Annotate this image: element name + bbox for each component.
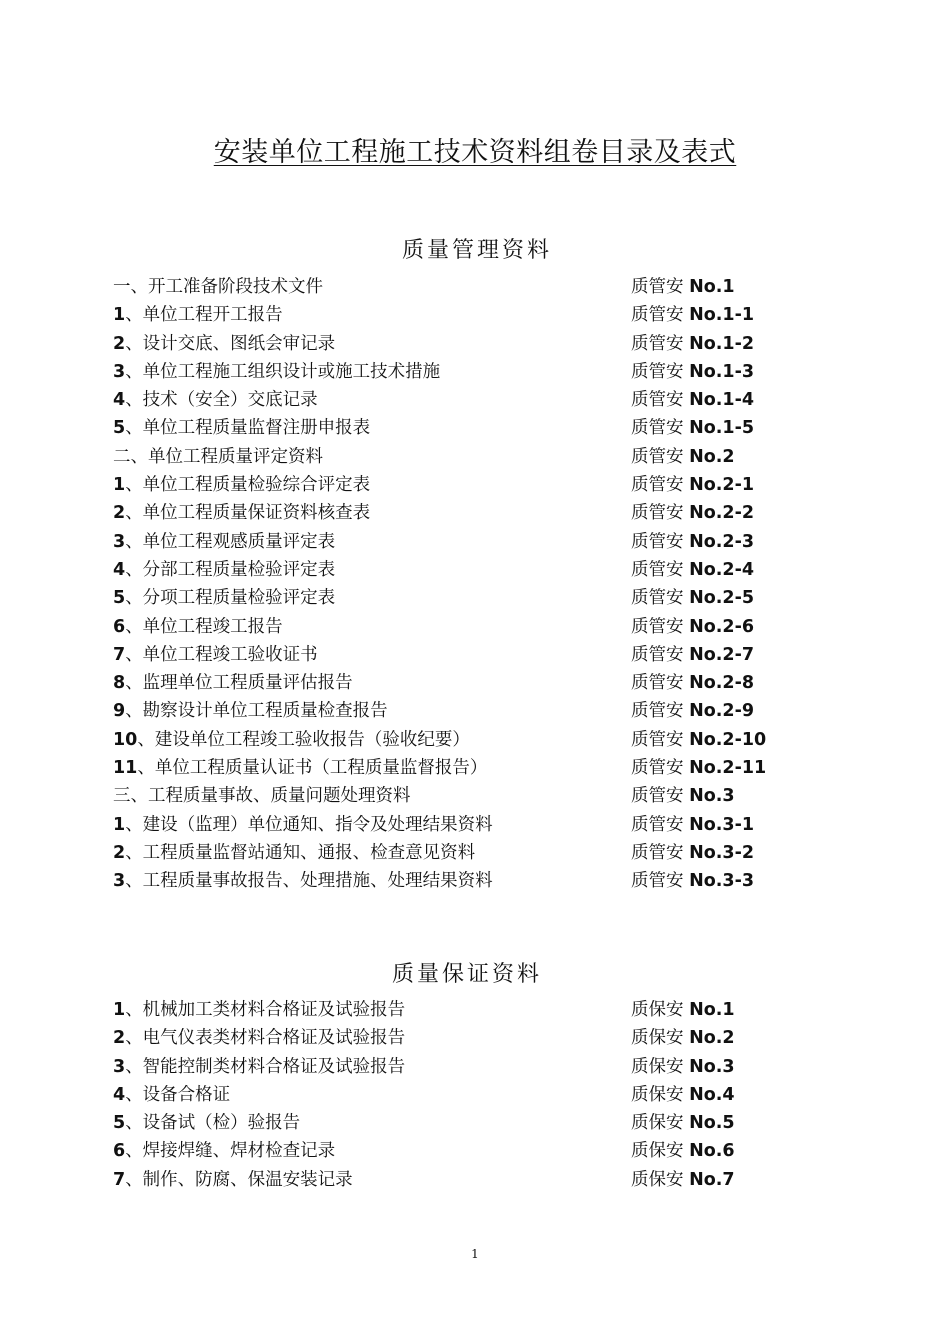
quality-management-list (113, 273, 833, 896)
item-code-number: No.2 (689, 1028, 735, 1049)
item-code-prefix: 质保安 (631, 1141, 690, 1162)
item-label (113, 301, 631, 329)
section-heading-quality-management: 质量管理资料 (401, 238, 552, 263)
item-code (631, 1081, 831, 1109)
item-label (113, 754, 631, 782)
item-text: 、制作、防腐、保温安装记录 (125, 1169, 353, 1190)
item-number: 2 (113, 1028, 126, 1049)
item-label (113, 1109, 631, 1137)
item-number: 1 (113, 305, 126, 326)
item-label (113, 867, 631, 895)
list-item (113, 358, 833, 386)
item-code (631, 839, 831, 867)
item-text: 、单位工程竣工报告 (125, 616, 283, 637)
item-code (631, 273, 831, 301)
quality-assurance-list (113, 996, 833, 1194)
item-label (113, 528, 631, 556)
item-number: 11 (113, 758, 138, 779)
item-code-number: No.2-3 (689, 531, 755, 552)
list-item (113, 726, 833, 754)
item-label (113, 1166, 631, 1194)
item-code (631, 414, 831, 442)
item-number: 2 (113, 842, 126, 863)
item-label (113, 556, 631, 584)
item-label (113, 414, 631, 442)
item-label (113, 330, 631, 358)
item-code (631, 556, 831, 584)
item-number: 5 (113, 418, 126, 439)
item-label (113, 584, 631, 612)
item-number: 1 (113, 814, 126, 835)
list-item (113, 996, 833, 1024)
item-number: 6 (113, 1141, 126, 1162)
item-text: 、电气仪表类材料合格证及试验报告 (125, 1028, 406, 1049)
item-code-prefix: 质管安 (631, 277, 690, 297)
item-code-prefix: 质管安 (631, 616, 690, 637)
item-code-number: No.2-6 (689, 616, 755, 637)
item-text: 、单位工程质量检验综合评定表 (125, 475, 371, 496)
item-label (113, 782, 631, 810)
item-code (631, 471, 831, 499)
item-text: 、单位工程观感质量评定表 (125, 531, 336, 552)
item-label (113, 443, 631, 471)
item-code-number: No.1-4 (689, 390, 755, 411)
list-item (113, 613, 833, 641)
item-label (113, 641, 631, 669)
section-heading-quality-assurance: 质量保证资料 (391, 962, 542, 987)
item-code (631, 1109, 831, 1137)
item-code-prefix: 质保安 (631, 1169, 690, 1190)
item-label (113, 499, 631, 527)
item-number: 8 (113, 673, 126, 694)
document-title-text: 安装单位工程施工技术资料组卷目录及表式 (213, 137, 737, 168)
item-code-prefix: 质保安 (631, 1028, 690, 1049)
list-item (113, 811, 833, 839)
item-code-number: No.3-1 (689, 814, 755, 835)
item-label (113, 996, 631, 1024)
item-code (631, 330, 831, 358)
list-item (113, 669, 833, 697)
item-text: 、设备合格证 (125, 1084, 231, 1105)
item-code-number: No.7 (689, 1169, 735, 1190)
item-code-prefix: 质管安 (631, 475, 690, 496)
item-number: 5 (113, 1113, 126, 1134)
item-text: 、设计交底、图纸会审记录 (125, 333, 336, 354)
item-label (113, 273, 631, 301)
item-label (113, 386, 631, 414)
item-code (631, 1137, 831, 1165)
item-code-prefix: 质管安 (631, 701, 690, 722)
item-text: 、单位工程质量保证资料核查表 (125, 503, 371, 524)
list-item (113, 1081, 833, 1109)
list-item (113, 1166, 833, 1194)
item-code (631, 782, 831, 810)
item-code-prefix: 质管安 (631, 446, 690, 467)
item-code (631, 386, 831, 414)
item-code (631, 443, 831, 471)
item-text: 三、工程质量事故、质量问题处理资料 (113, 786, 411, 807)
item-text: 、机械加工类材料合格证及试验报告 (125, 1000, 406, 1020)
item-code-number: No.5 (689, 1113, 735, 1134)
item-code-prefix: 质管安 (631, 361, 690, 382)
list-item (113, 471, 833, 499)
item-text: 、勘察设计单位工程质量检查报告 (125, 701, 388, 722)
item-text: 、单位工程质量认证书（工程质量监督报告） (137, 758, 488, 779)
item-code-number: No.1-5 (689, 418, 755, 439)
item-code-number: No.2 (689, 446, 735, 467)
item-label (113, 726, 631, 754)
list-item (113, 839, 833, 867)
item-text: 、建设（监理）单位通知、指令及处理结果资料 (125, 814, 493, 835)
item-number: 2 (113, 503, 126, 524)
list-item (113, 782, 833, 810)
item-code-number: No.3-3 (689, 871, 755, 892)
item-code-number: No.2-10 (689, 729, 767, 750)
list-item (113, 1137, 833, 1165)
item-label (113, 1024, 631, 1052)
list-item (113, 1109, 833, 1137)
item-text: 、单位工程质量监督注册申报表 (125, 418, 371, 439)
item-code-prefix: 质管安 (631, 305, 690, 326)
item-code-number: No.2-2 (689, 503, 755, 524)
item-code-number: No.2-7 (689, 644, 755, 665)
item-text: 、分部工程质量检验评定表 (125, 559, 336, 580)
item-label (113, 1137, 631, 1165)
item-code (631, 697, 831, 725)
item-code (631, 996, 831, 1024)
list-item (113, 330, 833, 358)
item-label (113, 839, 631, 867)
item-code-prefix: 质保安 (631, 1084, 690, 1105)
item-code-prefix: 质保安 (631, 1113, 690, 1134)
item-number: 1 (113, 475, 126, 496)
list-item (113, 528, 833, 556)
item-code-number: No.1 (689, 277, 735, 297)
item-code (631, 1166, 831, 1194)
item-code-prefix: 质管安 (631, 588, 690, 609)
item-text: 、设备试（检）验报告 (125, 1113, 301, 1134)
item-text: 、工程质量监督站通知、通报、检查意见资料 (125, 842, 476, 863)
item-code-prefix: 质管安 (631, 814, 690, 835)
item-code (631, 669, 831, 697)
item-code-number: No.1 (689, 1000, 735, 1020)
item-text: 、单位工程施工组织设计或施工技术措施 (125, 361, 441, 382)
item-number: 10 (113, 729, 138, 750)
item-code (631, 1053, 831, 1081)
list-item (113, 499, 833, 527)
item-code (631, 301, 831, 329)
item-code-number: No.2-8 (689, 673, 755, 694)
item-number: 9 (113, 701, 126, 722)
item-number: 3 (113, 361, 126, 382)
item-number: 4 (113, 559, 126, 580)
list-item (113, 443, 833, 471)
item-code (631, 811, 831, 839)
item-number: 3 (113, 1056, 126, 1077)
list-item (113, 386, 833, 414)
item-text: 、智能控制类材料合格证及试验报告 (125, 1056, 406, 1077)
item-text: 一、开工准备阶段技术文件 (113, 277, 323, 297)
item-number: 2 (113, 333, 126, 354)
item-text: 、技术（安全）交底记录 (125, 390, 318, 411)
list-item (113, 556, 833, 584)
list-item (113, 273, 833, 301)
item-code-prefix: 质管安 (631, 673, 690, 694)
item-code-number: No.3-2 (689, 842, 755, 863)
document-title (0, 130, 950, 169)
item-text: 、监理单位工程质量评估报告 (125, 673, 353, 694)
list-item (113, 414, 833, 442)
page-number: 1 (471, 1247, 479, 1261)
item-code (631, 584, 831, 612)
item-code-prefix: 质管安 (631, 786, 690, 807)
item-text: 、分项工程质量检验评定表 (125, 588, 336, 609)
item-number: 4 (113, 390, 126, 411)
item-text: 、单位工程竣工验收证书 (125, 644, 318, 665)
item-code-number: No.2-1 (689, 475, 755, 496)
item-label (113, 697, 631, 725)
item-code-prefix: 质管安 (631, 871, 690, 892)
item-code-number: No.2-9 (689, 701, 755, 722)
item-label (113, 471, 631, 499)
item-number: 1 (113, 1000, 126, 1020)
list-item (113, 697, 833, 725)
item-code (631, 754, 831, 782)
list-item (113, 301, 833, 329)
item-text: 、工程质量事故报告、处理措施、处理结果资料 (125, 871, 493, 892)
item-label (113, 358, 631, 386)
list-item (113, 584, 833, 612)
item-number: 6 (113, 616, 126, 637)
item-code-prefix: 质管安 (631, 559, 690, 580)
item-code-prefix: 质管安 (631, 333, 690, 354)
item-code-prefix: 质管安 (631, 842, 690, 863)
item-text: 二、单位工程质量评定资料 (113, 446, 323, 467)
item-code-number: No.4 (689, 1084, 735, 1105)
list-item (113, 867, 833, 895)
item-code (631, 358, 831, 386)
list-item (113, 1024, 833, 1052)
item-code-number: No.1-1 (689, 305, 755, 326)
item-code (631, 1024, 831, 1052)
item-number: 7 (113, 644, 126, 665)
item-label (113, 613, 631, 641)
item-code-number: No.1-2 (689, 333, 755, 354)
item-code-prefix: 质管安 (631, 758, 690, 779)
item-code-prefix: 质管安 (631, 418, 690, 439)
list-item (113, 1053, 833, 1081)
item-code (631, 641, 831, 669)
list-item (113, 754, 833, 782)
item-code-prefix: 质管安 (631, 729, 690, 750)
item-code (631, 726, 831, 754)
item-label (113, 1081, 631, 1109)
item-code (631, 613, 831, 641)
item-code-number: No.2-4 (689, 559, 755, 580)
item-code-prefix: 质管安 (631, 644, 690, 665)
item-number: 3 (113, 531, 126, 552)
item-number: 7 (113, 1169, 126, 1190)
item-number: 4 (113, 1084, 126, 1105)
item-code-number: No.2-11 (689, 758, 767, 779)
item-label (113, 669, 631, 697)
item-label (113, 1053, 631, 1081)
item-code (631, 528, 831, 556)
item-code-number: No.6 (689, 1141, 735, 1162)
item-code-prefix: 质管安 (631, 503, 690, 524)
item-code-number: No.1-3 (689, 361, 755, 382)
item-code-prefix: 质保安 (631, 1000, 690, 1020)
item-code-number: No.3 (689, 786, 735, 807)
item-code (631, 499, 831, 527)
item-text: 、焊接焊缝、焊材检查记录 (125, 1141, 336, 1162)
item-code (631, 867, 831, 895)
item-code-prefix: 质管安 (631, 390, 690, 411)
item-label (113, 811, 631, 839)
item-code-prefix: 质保安 (631, 1056, 690, 1077)
item-code-number: No.3 (689, 1056, 735, 1077)
item-text: 、建设单位工程竣工验收报告（验收纪要） (137, 729, 470, 750)
item-text: 、单位工程开工报告 (125, 305, 283, 326)
item-number: 5 (113, 588, 126, 609)
item-code-prefix: 质管安 (631, 531, 690, 552)
list-item (113, 641, 833, 669)
item-code-number: No.2-5 (689, 588, 755, 609)
item-number: 3 (113, 871, 126, 892)
